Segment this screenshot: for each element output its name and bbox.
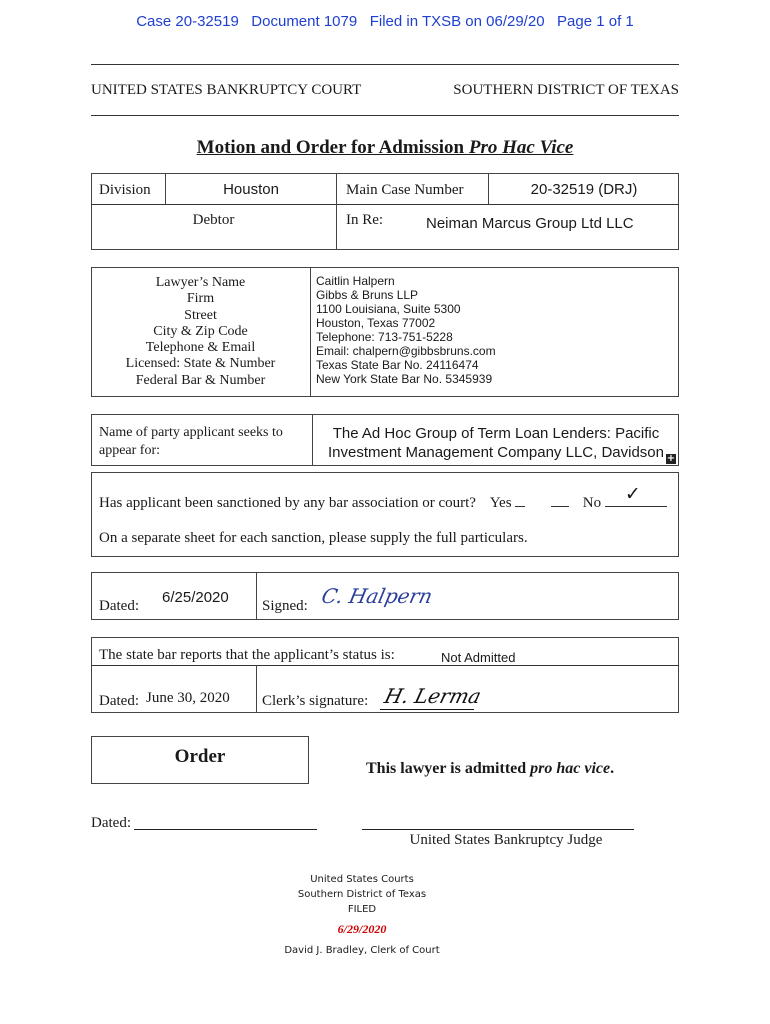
main-case-value[interactable]: 20-32519 (DRJ)	[530, 181, 638, 198]
stamp-date: 6/29/2020	[337, 922, 387, 936]
lawyer-label-item: Lawyer’s Name	[155, 275, 246, 290]
district-name: SOUTHERN DISTRICT OF TEXAS	[453, 82, 679, 98]
signed-box-divider	[256, 572, 257, 620]
lawyer-label-item: Telephone & Email	[145, 340, 256, 356]
lawyer-value-item: Caitlin Halpern	[316, 274, 395, 288]
signed-label: Signed:	[262, 598, 308, 614]
stamp-line2: Southern District of Texas	[297, 889, 427, 900]
lawyer-label-item: Firm	[186, 291, 215, 307]
status-box-vline	[256, 665, 257, 713]
dated-value[interactable]: 6/25/2020	[162, 589, 229, 606]
judge-signature-line[interactable]	[362, 829, 634, 830]
lawyer-value-item: Houston, Texas 77002	[316, 316, 436, 330]
checkmark-icon: ✓	[624, 483, 641, 505]
division-value[interactable]: Houston	[223, 181, 279, 198]
status-box-divider	[91, 665, 679, 666]
dated-label: Dated:	[99, 598, 139, 614]
clerk-signature-label: Clerk’s signature:	[262, 693, 369, 709]
yes-blank[interactable]	[515, 506, 525, 507]
debtor-label: Debtor	[192, 212, 235, 228]
sanction-question-text: Has applicant been sanctioned by any bar association or court?	[99, 495, 476, 511]
party-value-line1: The Ad Hoc Group of Term Loan Lenders: Pacific	[332, 425, 660, 442]
lawyer-label-item: Street	[184, 307, 217, 323]
title-main: Motion and Order for Admission	[196, 137, 469, 158]
expand-field-icon[interactable]: +	[666, 453, 676, 464]
status-label: The state bar reports that the applicant’s status is:	[99, 647, 395, 663]
case-box-divider	[91, 204, 679, 205]
lawyer-value-item: 1100 Louisiana, Suite 5300	[316, 302, 461, 316]
party-value[interactable]	[313, 424, 679, 465]
no-checkbox[interactable]	[605, 483, 667, 507]
top-rule	[91, 64, 679, 65]
filing-header-stamp: Case 20-32519 Document 1079 Filed in TXSB on 06/29/20 Page 1 of 1	[136, 13, 634, 30]
party-label-line2: appear for:	[99, 443, 161, 458]
admitted-text: This lawyer is admitted	[366, 760, 531, 777]
stamp-line3: FILED	[347, 904, 377, 915]
party-value-line2: Investment Management Company LLC, Davidson	[327, 444, 664, 461]
court-name: UNITED STATES BANKRUPTCY COURT	[91, 82, 362, 98]
clerk-signature-line	[380, 709, 474, 710]
yes-blank-2[interactable]	[551, 506, 569, 507]
lawyer-value-item: Telephone: 713-751-5228	[316, 330, 453, 344]
case-box-vline-2	[336, 173, 337, 250]
clerk-signature[interactable]: H. Lerma	[382, 684, 484, 708]
lawyer-label-item: Licensed: State & Number	[125, 356, 276, 372]
lawyer-labels	[91, 275, 310, 389]
order-dated-label: Dated:	[91, 815, 131, 831]
admitted-end: .	[610, 760, 615, 777]
lawyer-value-item: New York State Bar No. 5345939	[316, 372, 493, 386]
lawyer-values[interactable]	[316, 274, 496, 386]
lawyer-label-item: City & Zip Code	[153, 323, 248, 339]
page-title	[0, 137, 770, 159]
no-label: No	[582, 495, 602, 511]
status-value[interactable]: Not Admitted	[441, 650, 516, 665]
sanction-instruction: On a separate sheet for each sanction, please supply the full particulars.	[99, 530, 528, 546]
lawyer-value-item: Gibbs & Bruns LLP	[316, 288, 419, 302]
lawyer-box-divider	[310, 267, 311, 397]
stamp-line1: United States Courts	[310, 874, 414, 885]
applicant-signature[interactable]: C. Halpern	[319, 584, 435, 608]
judge-label: United States Bankruptcy Judge	[409, 832, 603, 848]
lawyer-value-item: Email: chalpern@gibbsbruns.com	[316, 344, 496, 358]
stamp-clerk: David J. Bradley, Clerk of Court	[284, 945, 440, 956]
yes-label: Yes	[489, 495, 512, 511]
admitted-statement	[366, 760, 614, 778]
second-rule	[91, 115, 679, 116]
in-re-value[interactable]: Neiman Marcus Group Ltd LLC	[426, 215, 634, 232]
main-case-label: Main Case Number	[346, 182, 464, 198]
party-label	[99, 424, 283, 460]
lawyer-value-item: Texas State Bar No. 24116474	[316, 358, 479, 372]
sanction-question	[99, 483, 667, 512]
clerk-dated-value[interactable]: June 30, 2020	[146, 690, 230, 706]
title-italic: Pro Hac Vice	[468, 137, 574, 158]
division-label: Division	[99, 182, 151, 198]
admitted-italic: pro hac vice	[530, 760, 611, 777]
party-label-line1: Name of party applicant seeks to	[99, 425, 283, 440]
clerk-dated-label: Dated:	[99, 693, 139, 709]
order-dated-line[interactable]	[134, 829, 317, 830]
in-re-label: In Re:	[346, 212, 384, 228]
lawyer-label-item: Federal Bar & Number	[135, 372, 266, 388]
order-label: Order	[174, 746, 226, 767]
filed-stamp	[262, 872, 462, 958]
